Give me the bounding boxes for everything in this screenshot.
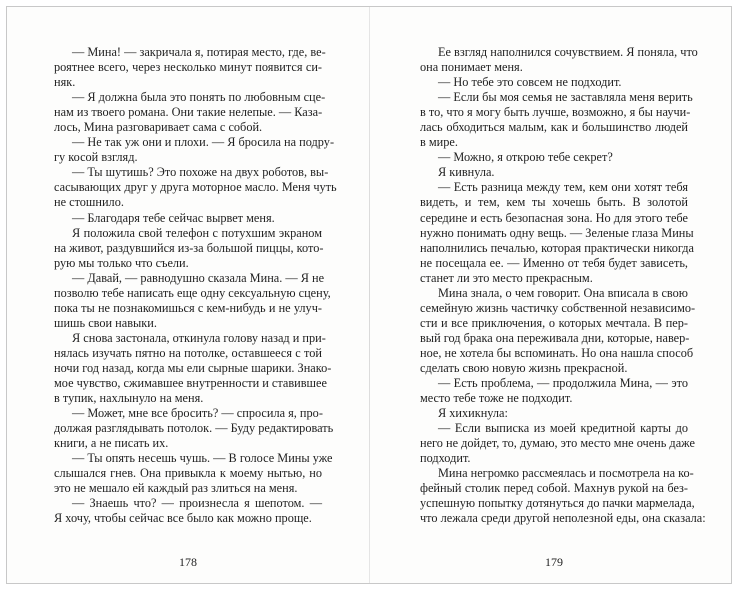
text-line: — Если выписка из моей кредитной карты до	[438, 421, 688, 436]
text-line: сти и все приключения, о которых мечтала. В пер-	[420, 315, 688, 330]
text-line: семейную жизнь частичку собственной независимо-	[420, 300, 696, 315]
text-line: няк.	[54, 75, 76, 90]
right-page	[420, 45, 706, 527]
text-line: Я кивнула.	[438, 165, 495, 180]
text-line: мое чувство, сжимавшее внутренности и ставившее	[54, 376, 327, 391]
text-line: роятнее всего, через несколько минут появится си-	[54, 60, 322, 75]
text-line: — Можно, я открою тебе секрет?	[438, 150, 613, 165]
text-line: не посещала ее. — Именно от тебя будет зависеть,	[420, 255, 688, 270]
text-line: — Но тебе это совсем не подходит.	[438, 75, 622, 90]
text-line: него не дойдет, то, думаю, это место мне очень даже	[420, 436, 695, 451]
text-line: — Если бы моя семья не заставляла меня верить	[438, 90, 693, 105]
text-line: в мире.	[420, 135, 458, 150]
text-line: нам из твоего романа. Они такие нелепые. — Каза-	[54, 105, 323, 120]
text-line: на живот, раздувшийся из-за большой пиццы, кото-	[54, 240, 324, 255]
text-line: Я хочу, чтобы сейчас все было как можно проще.	[54, 511, 312, 526]
text-line: Я хихикнула:	[438, 406, 508, 421]
text-line: позволю тебе написать еще одну сексуальную сцену,	[54, 285, 331, 300]
text-line: — Я должна была это понять по любовным сце-	[72, 90, 326, 105]
text-line: лась обходиться малым, как и большинство людей	[420, 120, 688, 135]
text-line: — Знаешь что? — произнесла я шепотом. —	[72, 496, 322, 511]
text-line: ное, не хотела бы вспоминать. Но она нашла способ	[420, 345, 694, 360]
text-line: — Есть разница между тем, кем они хотят тебя	[438, 180, 688, 195]
text-line: в тупик, нахлынуло на меня.	[54, 391, 204, 406]
text-line: ночи год назад, когда мы ели сырные шарики. Знако-	[54, 360, 332, 375]
text-line: видеть, и тем, кем ты хочешь быть. В золотой	[420, 195, 688, 210]
text-line: книги, а не писать их.	[54, 436, 169, 451]
text-line: наполнились печалью, которая практически никогда	[420, 240, 694, 255]
text-line: Мина знала, о чем говорит. Она вписала в свою	[438, 285, 688, 300]
text-line: станет ли это место прекрасным.	[420, 270, 593, 285]
text-line: Я снова застонала, откинула голову назад и при-	[72, 330, 326, 345]
book-gutter	[369, 7, 370, 583]
text-line: это не мешало ей каждый раз злиться на меня.	[54, 481, 298, 496]
text-line: — Ты шутишь? Это похоже на двух роботов, вы-	[72, 165, 329, 180]
text-line: Я положила свой телефон с потухшим экраном	[72, 225, 322, 240]
text-line: сделать свою новую жизнь прекрасной.	[420, 360, 628, 375]
text-line: в то, что я могу быть лучше, возможно, я бы научи-	[420, 105, 691, 120]
text-line: место тебе тоже не подходит.	[420, 391, 573, 406]
text-line: вый год брака она переживала дни, которые, навер-	[420, 330, 690, 345]
text-line: успешную попытку дотянуться до пачки мармелада,	[420, 496, 695, 511]
left-page-number: 178	[179, 555, 197, 569]
text-line: рую мы только что съели.	[54, 255, 189, 270]
text-line: Мина негромко рассмеялась и посмотрела на ко-	[438, 466, 694, 481]
text-line: — Есть проблема, — продолжила Мина, — это	[438, 376, 688, 391]
text-line: пока ты не познакомишься с кем-нибудь и не улуч-	[54, 300, 322, 315]
left-page	[54, 45, 337, 527]
text-line: — Благодаря тебе сейчас вырвет меня.	[72, 210, 275, 225]
text-line: нужно понимать одну вещь. — Зеленые глаза Мины	[420, 225, 694, 240]
text-line: не стошнило.	[54, 195, 124, 210]
text-line: слышался гнев. Она привыкла к моему нытью, но	[54, 466, 322, 481]
text-line: — Может, мне все бросить? — спросила я, про-	[72, 406, 323, 421]
text-line: что лежала среди другой неполезной еды, она сказала:	[420, 511, 706, 526]
text-line: середине и есть безопасная зона. Но для этого тебе	[420, 210, 688, 225]
right-page-number: 179	[545, 555, 563, 569]
text-line: Ее взгляд наполнился сочувствием. Я поняла, что	[438, 45, 698, 59]
text-line: подходит.	[420, 451, 471, 466]
book-spread	[6, 6, 732, 584]
text-line: шишь свои навыки.	[54, 315, 157, 330]
text-line: фейный столик перед собой. Махнув рукой на без-	[420, 481, 688, 496]
text-line: нялась изучать пятно на потолке, оставшееся с той	[54, 345, 322, 360]
text-line: должая разглядывать потолок. — Буду редактировать	[54, 421, 334, 436]
text-line: сасывающих друг у друга моторное масло. Меня чуть	[54, 180, 337, 195]
text-line: она понимает меня.	[420, 60, 523, 75]
text-line: — Давай, — равнодушно сказала Мина. — Я не	[72, 270, 325, 285]
text-line: — Мина! — закричала я, потирая место, где, ве-	[72, 45, 326, 59]
text-line: гу косой взгляд.	[54, 150, 138, 165]
text-line: — Не так уж они и плохи. — Я бросила на подру-	[72, 135, 335, 150]
text-line: — Ты опять несешь чушь. — В голосе Мины уже	[72, 451, 333, 466]
text-line: лось, Мина разговаривает сама с собой.	[54, 120, 263, 135]
